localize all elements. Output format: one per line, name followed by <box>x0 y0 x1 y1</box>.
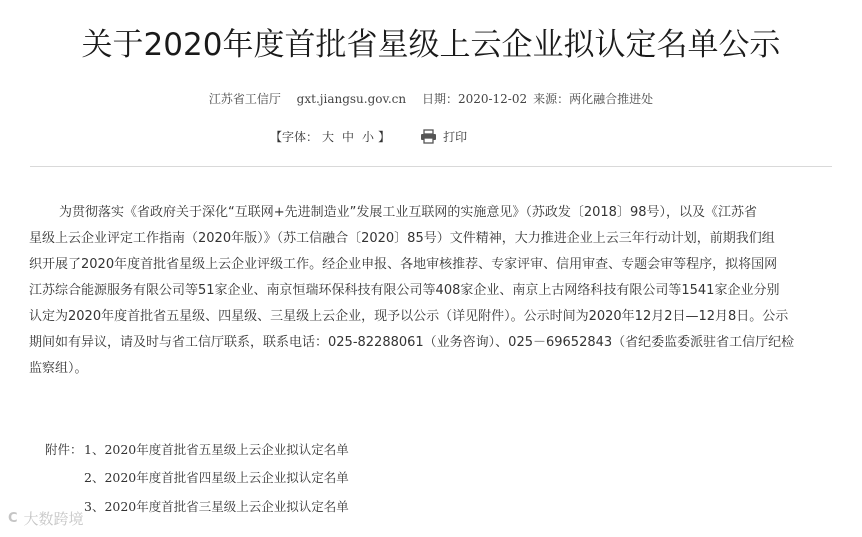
page-title: 关于2020年度首批省星级上云企业拟认定名单公示 <box>81 27 781 63</box>
watermark <box>8 508 84 529</box>
body-line: 为贯彻落实《省政府关于深化“互联网+先进制造业”发展工业互联网的实施意见》（苏政发〔2018〕98号），以及《江苏省 <box>59 205 757 220</box>
meta-site[interactable]: gxt.jiangsu.gov.cn <box>296 92 407 106</box>
article-meta <box>0 90 862 107</box>
meta-source: 江苏省工信厅 <box>208 92 281 106</box>
body-line: 期间如有异议，请及时与省工信厅联系，联系电话：025-82288061（业务咨询）、025－69652843（省纪委监委派驻省工信厅纪检 <box>29 335 795 350</box>
font-size-small-button[interactable]: 小 <box>362 130 375 144</box>
body-line: 星级上云企业评定工作指南（2020年版）》（苏工信融合〔2020〕85号）文件精神，大力推进企业上云三年行动计划，前期我们组 <box>29 231 775 246</box>
attachment-link[interactable]: 3、2020年度首批省三星级上云企业拟认定名单 <box>84 499 349 514</box>
font-size-suffix: 】 <box>378 130 391 144</box>
font-size-large-button[interactable]: 大 <box>322 130 335 144</box>
attachment-link[interactable]: 1、2020年度首批省五星级上云企业拟认定名单 <box>84 442 349 457</box>
watermark-logo: C <box>8 511 18 526</box>
font-size-prefix: 【字体： <box>270 130 319 144</box>
article-tools <box>270 128 467 145</box>
meta-origin: 来源：两化融合推进处 <box>533 92 654 106</box>
body-line: 织开展了2020年度首批省星级上云企业评级工作。经企业申报、各地审核推荐、专家评审、信用审查、专题会审等程序，拟将国网 <box>29 257 778 272</box>
body-line: 认定为2020年度首批省五星级、四星级、三星级上云企业，现予以公示（详见附件）。公示时间为2020年12月2日—12月8日。公示 <box>29 309 789 324</box>
attachment-link[interactable]: 2、2020年度首批省四星级上云企业拟认定名单 <box>84 470 349 485</box>
print-button[interactable] <box>420 128 467 145</box>
print-label: 打印 <box>443 130 468 144</box>
watermark-text: 大数跨境 <box>23 510 84 528</box>
body-line: 监察组）。 <box>29 361 88 376</box>
attachments-label: 附件： <box>45 442 83 457</box>
printer-icon <box>420 129 437 144</box>
body-line: 江苏综合能源服务有限公司等51家企业、南京恒瑞环保科技有限公司等408家企业、南京上古网络科技有限公司等1541家企业分别 <box>29 283 780 298</box>
divider <box>30 166 832 167</box>
meta-date: 日期：2020-12-02 <box>421 92 528 106</box>
font-size-medium-button[interactable]: 中 <box>342 130 355 144</box>
